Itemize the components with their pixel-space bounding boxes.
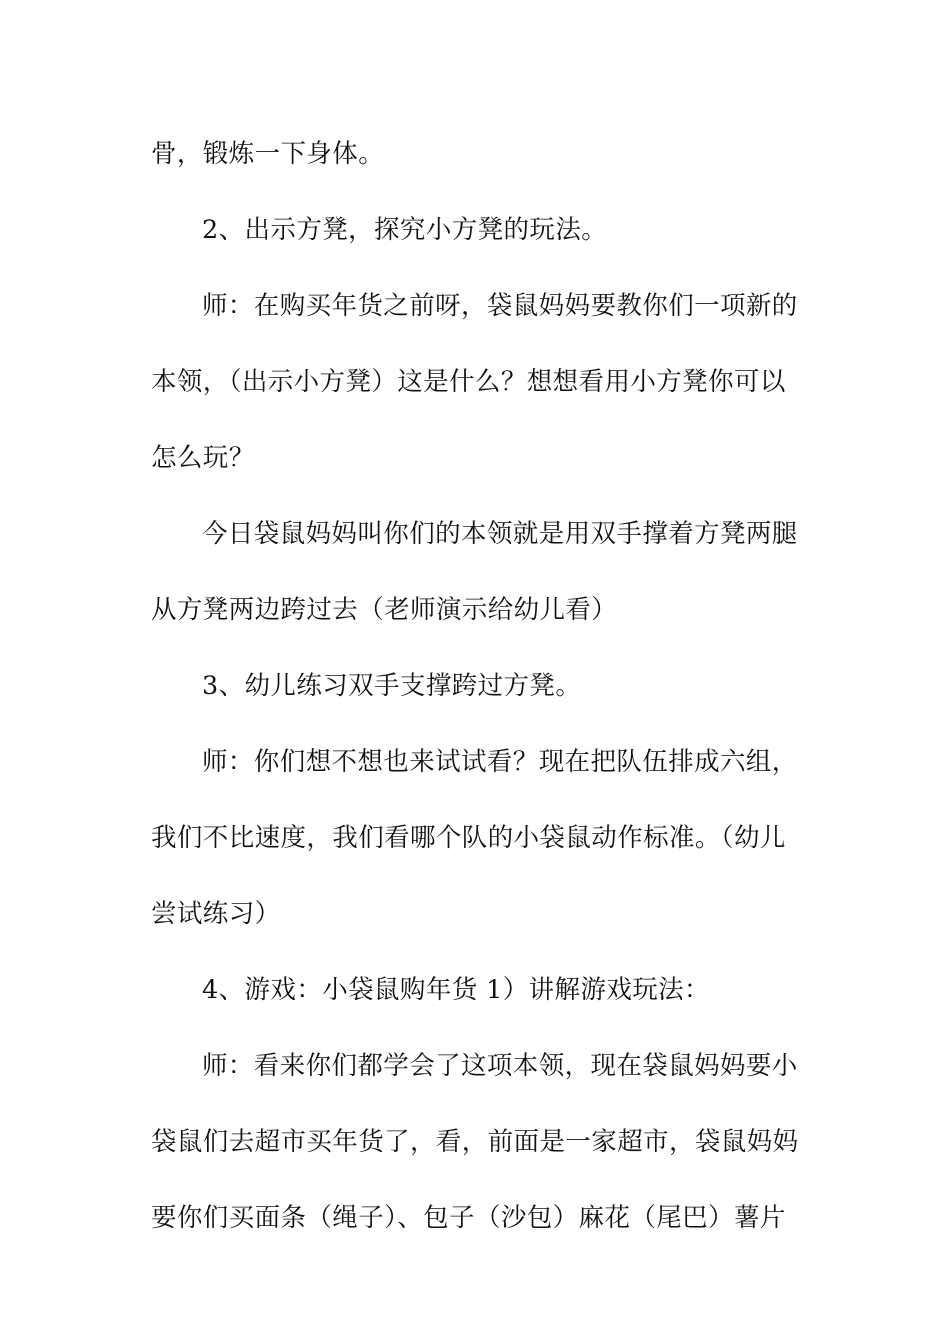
text-line: 我们不比速度，我们看哪个队的小袋鼠动作标准。（幼儿 bbox=[151, 823, 786, 853]
document-body bbox=[151, 130, 799, 1270]
text-line: 骨，锻炼一下身体。 bbox=[151, 139, 385, 169]
section-heading: 2、出示方凳，探究小方凳的玩法。 bbox=[202, 215, 608, 245]
paragraph-line: 今日袋鼠妈妈叫你们的本领就是用双手撑着方凳两腿 bbox=[202, 519, 798, 549]
text-line: 袋鼠们去超市买年货了，看，前面是一家超市，袋鼠妈妈 bbox=[151, 1127, 799, 1157]
text-line: 要你们买面条（绳子）、包子（沙包）麻花（尾巴）薯片 bbox=[151, 1203, 786, 1233]
text-line: 尝试练习） bbox=[151, 899, 281, 929]
section-heading: 4、游戏：小袋鼠购年货 1）讲解游戏玩法： bbox=[202, 975, 710, 1005]
text-line: 怎么玩？ bbox=[151, 443, 255, 473]
paragraph-line: 师：看来你们都学会了这项本领，现在袋鼠妈妈要小 bbox=[202, 1051, 798, 1081]
paragraph-line: 师：你们想不想也来试试看？现在把队伍排成六组， bbox=[202, 747, 798, 777]
paragraph-line: 师：在购买年货之前呀，袋鼠妈妈要教你们一项新的 bbox=[202, 291, 798, 321]
section-heading: 3、幼儿练习双手支撑跨过方凳。 bbox=[202, 671, 582, 701]
text-line: 从方凳两边跨过去（老师演示给幼儿看） bbox=[151, 595, 618, 625]
text-line: 本领，（出示小方凳）这是什么？想想看用小方凳你可以 bbox=[151, 367, 786, 397]
